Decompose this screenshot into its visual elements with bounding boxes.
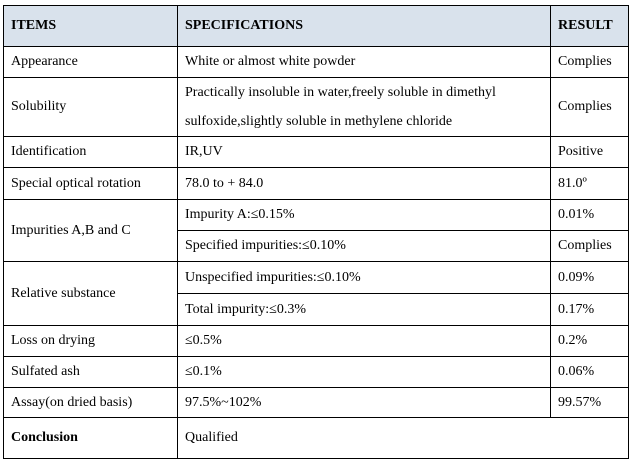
result-cell: Complies xyxy=(551,78,629,137)
item-cell: Identification xyxy=(4,137,178,168)
result-cell: Positive xyxy=(551,137,629,168)
specification-table xyxy=(3,5,629,459)
row-impurities-1 xyxy=(4,200,629,231)
spec-cell: IR,UV xyxy=(178,137,551,168)
item-cell: Solubility xyxy=(4,78,178,137)
header-row xyxy=(4,6,629,47)
header-result: RESULT xyxy=(551,6,629,47)
row-solubility xyxy=(4,78,629,137)
spec-cell: ≤0.1% xyxy=(178,357,551,388)
row-optical-rotation xyxy=(4,168,629,200)
row-loss-on-drying xyxy=(4,326,629,357)
row-related-1 xyxy=(4,262,629,294)
spec-cell: 97.5%~102% xyxy=(178,388,551,418)
header-specifications: SPECIFICATIONS xyxy=(178,6,551,47)
spec-cell: ≤0.5% xyxy=(178,326,551,357)
item-cell: Special optical rotation xyxy=(4,168,178,200)
result-cell: 0.09% xyxy=(551,262,629,294)
row-assay xyxy=(4,388,629,418)
item-cell: Conclusion xyxy=(4,418,178,459)
row-conclusion xyxy=(4,418,629,459)
spec-cell: 78.0 to + 84.0 xyxy=(178,168,551,200)
spec-cell: Total impurity:≤0.3% xyxy=(178,294,551,326)
item-cell: Relative substance xyxy=(4,262,178,326)
spec-cell: Specified impurities:≤0.10% xyxy=(178,231,551,262)
item-cell: Assay(on dried basis) xyxy=(4,388,178,418)
result-cell: 0.01% xyxy=(551,200,629,231)
item-cell: Loss on drying xyxy=(4,326,178,357)
spec-line: sulfoxide,slightly soluble in methylene chloride xyxy=(185,114,453,129)
row-appearance xyxy=(4,47,629,78)
result-cell: 81.0º xyxy=(551,168,629,200)
spec-line: Practically insoluble in water,freely soluble in dimethyl xyxy=(185,85,496,100)
result-cell: 0.2% xyxy=(551,326,629,357)
row-identification xyxy=(4,137,629,168)
item-cell: Appearance xyxy=(4,47,178,78)
item-cell: Impurities A,B and C xyxy=(4,200,178,262)
row-sulfated-ash xyxy=(4,357,629,388)
spec-cell: White or almost white powder xyxy=(178,47,551,78)
header-items: ITEMS xyxy=(4,6,178,47)
spec-cell xyxy=(178,78,551,137)
result-cell: 99.57% xyxy=(551,388,629,418)
spec-cell: Impurity A:≤0.15% xyxy=(178,200,551,231)
result-cell: 0.17% xyxy=(551,294,629,326)
result-cell: Complies xyxy=(551,47,629,78)
result-cell: 0.06% xyxy=(551,357,629,388)
item-cell: Sulfated ash xyxy=(4,357,178,388)
spec-cell: Unspecified impurities:≤0.10% xyxy=(178,262,551,294)
result-cell: Complies xyxy=(551,231,629,262)
conclusion-value: Qualified xyxy=(178,418,629,459)
